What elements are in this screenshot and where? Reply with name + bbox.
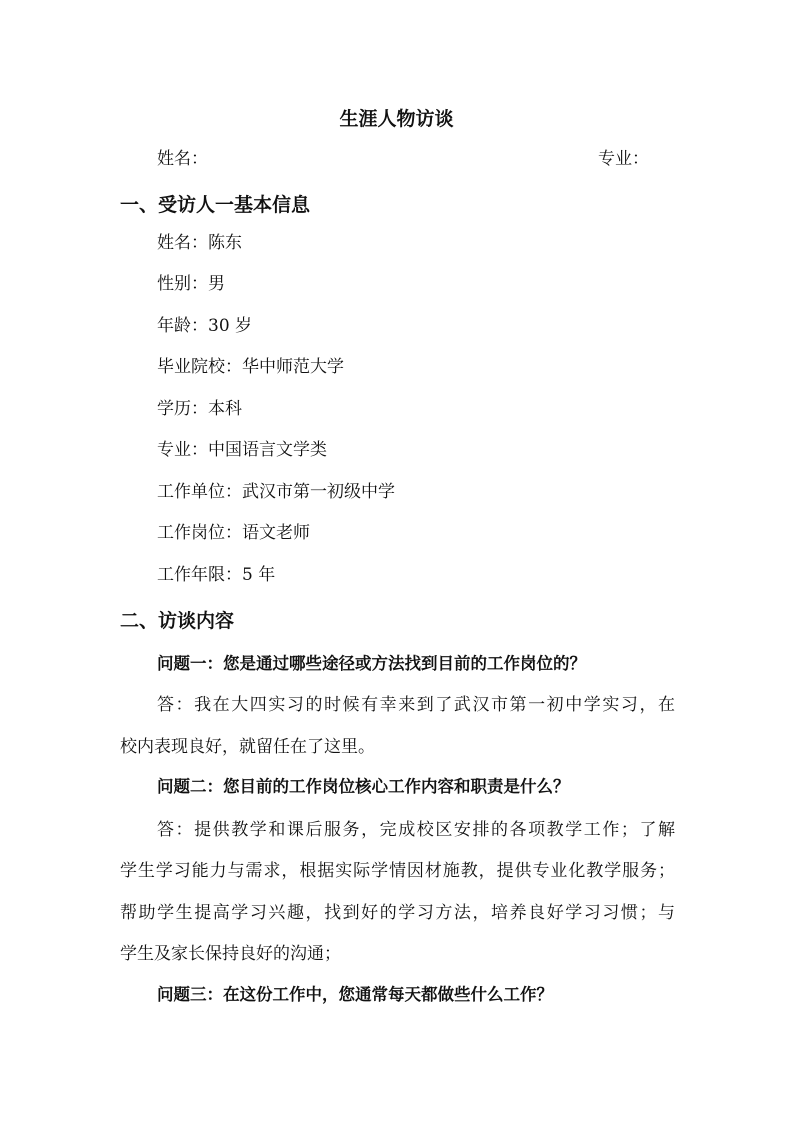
section-heading-interview: 二、访谈内容 xyxy=(120,610,235,632)
field-position: 工作岗位：语文老师 xyxy=(157,523,310,543)
answer-1-line-2: 校内表现良好，就留任在了这里。 xyxy=(120,737,375,757)
field-years: 工作年限：5 年 xyxy=(157,565,276,585)
answer-2-line-2: 学生学习能力与需求，根据实际学情因材施教，提供专业化教学服务； xyxy=(120,861,675,881)
field-employer: 工作单位：武汉市第一初级中学 xyxy=(157,482,395,502)
answer-1-line-1: 答：我在大四实习的时候有幸来到了武汉市第一初中学实习，在 xyxy=(157,695,675,715)
section-heading-basic-info: 一、受访人一基本信息 xyxy=(120,194,311,216)
field-age: 年龄：30 岁 xyxy=(157,316,253,336)
question-1: 问题一：您是通过哪些途径或方法找到目前的工作岗位的？ xyxy=(157,654,586,673)
answer-2-line-3: 帮助学生提高学习兴趣，找到好的学习方法，培养良好学习习惯；与 xyxy=(120,903,675,923)
question-3: 问题三：在这份工作中，您通常每天都做些什么工作？ xyxy=(157,985,553,1004)
question-2: 问题二：您目前的工作岗位核心工作内容和职责是什么？ xyxy=(157,777,570,796)
field-education: 学历：本科 xyxy=(157,399,242,419)
field-school: 毕业院校：华中师范大学 xyxy=(157,357,344,377)
field-name: 姓名：陈东 xyxy=(157,233,242,253)
field-gender: 性别：男 xyxy=(157,274,225,294)
field-major: 专业：中国语言文学类 xyxy=(157,440,327,460)
document-title: 生涯人物访谈 xyxy=(339,108,454,130)
answer-2-line-1: 答：提供教学和课后服务，完成校区安排的各项教学工作；了解 xyxy=(157,820,675,840)
answer-2-line-4: 学生及家长保持良好的沟通； xyxy=(120,944,341,964)
major-label: 专业： xyxy=(598,149,649,169)
name-label: 姓名： xyxy=(157,149,208,169)
